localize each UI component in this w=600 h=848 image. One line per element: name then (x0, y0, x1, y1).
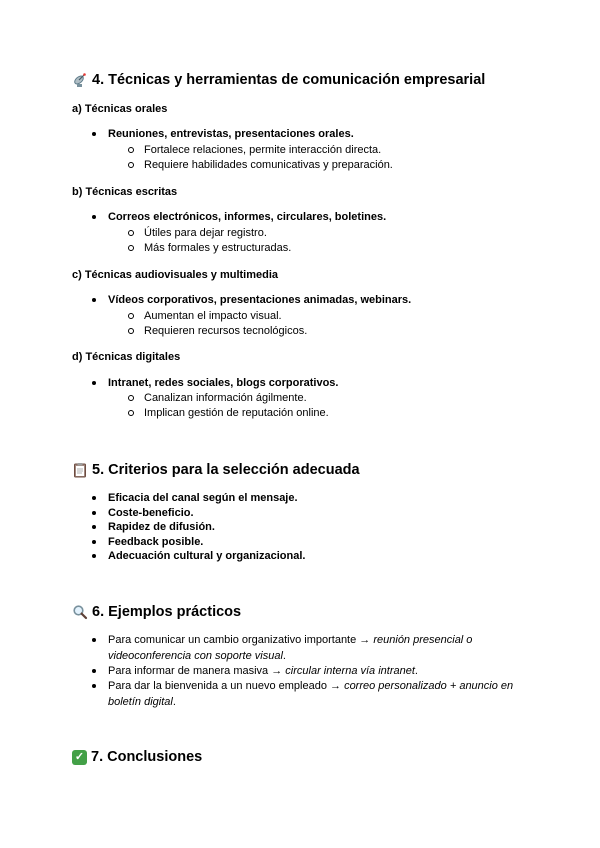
section-5-title: 5. Criterios para la selección adecuada (92, 462, 360, 478)
list-item-text: Intranet, redes sociales, blogs corporativos. (108, 377, 339, 389)
example-text (108, 678, 528, 710)
list-item-text: Adecuación cultural y organizacional. (108, 550, 306, 562)
section-5-heading (72, 461, 360, 479)
section-6-heading (72, 603, 241, 621)
example-end: . (172, 696, 176, 708)
list-item-text: Eficacia del canal según el mensaje. (108, 492, 298, 504)
bullet-dot (92, 669, 96, 673)
sub-list-item-text: Requiere habilidades comunicativas y preparación. (144, 159, 393, 171)
section-7-heading (72, 748, 202, 766)
section-7-title: 7. Conclusiones (91, 749, 203, 765)
example-result: reunión presencial o videoconferencia con soporte visual (108, 634, 473, 662)
bullet-dot (92, 540, 96, 544)
example-result: circular interna vía intranet (285, 665, 415, 677)
satellite-antenna-icon (72, 72, 88, 88)
list-item-text: Rapidez de difusión. (108, 521, 215, 533)
example-text (108, 632, 528, 664)
bullet-dot (92, 298, 96, 302)
magnifier-icon (72, 604, 88, 620)
example-lead: Para dar la bienvenida a un nuevo empleado → (108, 680, 345, 692)
sub-list-item-text: Canalizan información ágilmente. (144, 392, 307, 404)
bullet-dot (92, 381, 96, 385)
list-item-text: Vídeos corporativos, presentaciones animadas, webinars. (108, 294, 412, 306)
bullet-dot (92, 554, 96, 558)
bullet-ring (128, 410, 134, 416)
bullet-dot (92, 684, 96, 688)
section-6-title: 6. Ejemplos prácticos (92, 604, 242, 620)
list-item-text: Reuniones, entrevistas, presentaciones orales. (108, 128, 354, 140)
bullet-ring (128, 245, 134, 251)
example-lead: Para informar de manera masiva → (108, 665, 286, 677)
section-4-heading (72, 71, 485, 89)
sub-list-item-text: Fortalece relaciones, permite interacción directa. (144, 144, 382, 156)
example-end: . (282, 650, 286, 662)
section-4-title: 4. Técnicas y herramientas de comunicación empresarial (92, 72, 486, 88)
example-end: . (414, 665, 418, 677)
bullet-ring (128, 147, 134, 153)
bullet-dot (92, 132, 96, 136)
example-result: correo personalizado + anuncio en boletín digital (108, 680, 514, 708)
bullet-dot (92, 638, 96, 642)
sub-list-item-text: Útiles para dejar registro. (144, 227, 267, 239)
bullet-ring (128, 328, 134, 334)
example-lead: Para comunicar un cambio organizativo importante → (108, 634, 374, 646)
sub-list-item-text: Más formales y estructuradas. (144, 242, 292, 254)
bullet-ring (128, 313, 134, 319)
bullet-dot (92, 511, 96, 515)
bullet-ring (128, 230, 134, 236)
bullet-dot (92, 215, 96, 219)
bullet-dot (92, 496, 96, 500)
list-item-text: Correos electrónicos, informes, circulares, boletines. (108, 211, 387, 223)
sub-list-item-text: Implican gestión de reputación online. (144, 407, 329, 419)
subsection-heading: c) Técnicas audiovisuales y multimedia (72, 269, 279, 281)
check-mark-icon: ✓ (72, 750, 87, 765)
subsection-heading: d) Técnicas digitales (72, 351, 181, 363)
clipboard-icon (72, 462, 88, 478)
sub-list-item-text: Requieren recursos tecnológicos. (144, 325, 308, 337)
bullet-ring (128, 395, 134, 401)
list-item-text: Feedback posible. (108, 536, 204, 548)
bullet-ring (128, 162, 134, 168)
subsection-heading: b) Técnicas escritas (72, 186, 178, 198)
list-item-text: Coste-beneficio. (108, 507, 194, 519)
bullet-dot (92, 525, 96, 529)
example-text (108, 663, 528, 679)
subsection-heading: a) Técnicas orales (72, 103, 168, 115)
sub-list-item-text: Aumentan el impacto visual. (144, 310, 282, 322)
